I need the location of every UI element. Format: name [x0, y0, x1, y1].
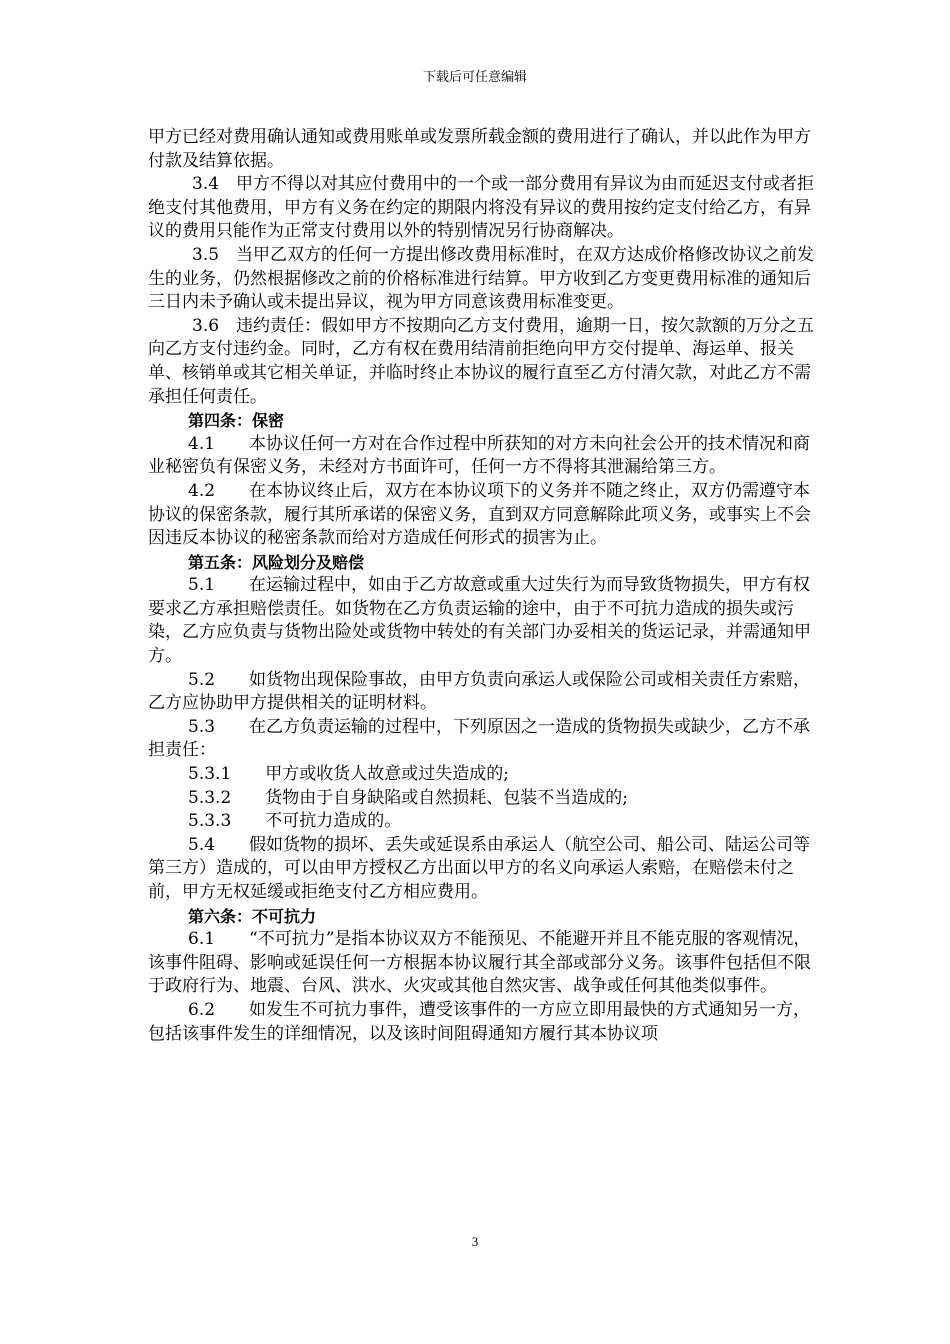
page-number: 3 — [471, 1234, 479, 1249]
paragraph-4-2: 4.2 在本协议终止后，双方在本协议项下的义务并不随之终止，双方仍需遵守本协议的保密条款，履行其所承诺的保密义务，直到双方同意解除此项义务，或事实上不会因违反本协议的秘密条款而给对方造成任何形式的损害为止。 — [148, 480, 811, 549]
paragraph-5-4: 5.4 假如货物的损坏、丢失或延误系由承运人（航空公司、船公司、陆运公司等第三方）造成的，可以由甲方授权乙方出面以甲方的名义向承运人索赔，在赔偿未付之前，甲方无权延缓或拒绝支付乙方相应费用。 — [148, 834, 811, 902]
paragraph-6-2: 6.2 如发生不可抗力事件，遭受该事件的一方应立即用最快的方式通知另一方，包括该事件发生的详细情况，以及该时间阻碍通知方履行其本协议项 — [148, 999, 811, 1044]
paragraph-5-3-2: 5.3.2 货物由于自身缺陷或自然损耗、包装不当造成的; — [188, 787, 628, 808]
paragraph-4-1: 4.1 本协议任何一方对在合作过程中所获知的对方未向社会公开的技术情况和商业秘密负有保密义务，未经对方书面许可，任何一方不得将其泄漏给第三方。 — [148, 433, 811, 478]
paragraph-3-5: 3.5 当甲乙双方的任何一方提出修改费用标准时，在双方达成价格修改协议之前发生的业务，仍然根据修改之前的价格标准进行结算。甲方收到乙方变更费用标准的通知后三日内未予确认或未提出异议，视为甲方同意该费用标准变更。 — [148, 244, 815, 313]
paragraph-3-4: 3.4 甲方不得以对其应付费用中的一个或一部分费用有异议为由而延迟支付或者拒绝支付其他费用，甲方有义务在约定的期限内将没有异议的费用按约定支付给乙方，有异议的费用只能作为正常支付费用以外的特别情况另行协商解决。 — [148, 174, 815, 242]
paragraph-3-3-continued: 甲方已经对费用确认通知或费用账单或发票所载金额的费用进行了确认，并以此作为甲方付款及结算依据。 — [148, 127, 811, 171]
section-heading-4: 第四条：保密 — [188, 411, 285, 431]
section-heading-5: 第五条：风险划分及赔偿 — [188, 552, 365, 572]
paragraph-5-2: 5.2 如货物出现保险事故，由甲方负责向承运人或保险公司或相关责任方索赔，乙方应协助甲方提供相关的证明材料。 — [148, 669, 811, 714]
document-body — [148, 126, 820, 1046]
paragraph-6-1: 6.1 “不可抗力”是指本协议双方不能预见、不能避开并且不能克服的客观情况，该事件阻碍、影响或延误任何一方根据本协议履行其全部或部分义务。该事件包括但不限于政府行为、地震、台风、洪水、火灾或其他自然灾害、战争或任何其他类似事件。 — [148, 929, 811, 997]
page-header: 下载后可任意编辑 — [422, 70, 527, 85]
paragraph-5-3-3: 5.3.3 不可抗力造成的。 — [188, 811, 402, 832]
paragraph-3-6: 3.6 违约责任：假如甲方不按期向乙方支付费用，逾期一日，按欠款额的万分之五向乙方支付违约金。同时，乙方有权在费用结清前拒绝向甲方交付提单、海运单、报关单、核销单或其它相关单证，并临时终止本协议的履行直至乙方付清欠款，对此乙方不需承担任何责任。 — [148, 315, 815, 407]
section-heading-6: 第六条：不可抗力 — [188, 906, 317, 926]
paragraph-5-3: 5.3 在乙方负责运输的过程中，下列原因之一造成的货物损失或缺少，乙方不承担责任： — [148, 716, 811, 761]
paragraph-5-1: 5.1 在运输过程中，如由于乙方故意或重大过失行为而导致货物损失，甲方有权要求乙方承担赔偿责任。如货物在乙方负责运输的途中，由于不可抗力造成的损失或污染，乙方应负责与货物出险处或货物中转处的有关部门办妥相关的货运记录，并需通知甲方。 — [148, 575, 811, 667]
paragraph-5-3-1: 5.3.1 甲方或收货人故意或过失造成的; — [188, 764, 509, 785]
